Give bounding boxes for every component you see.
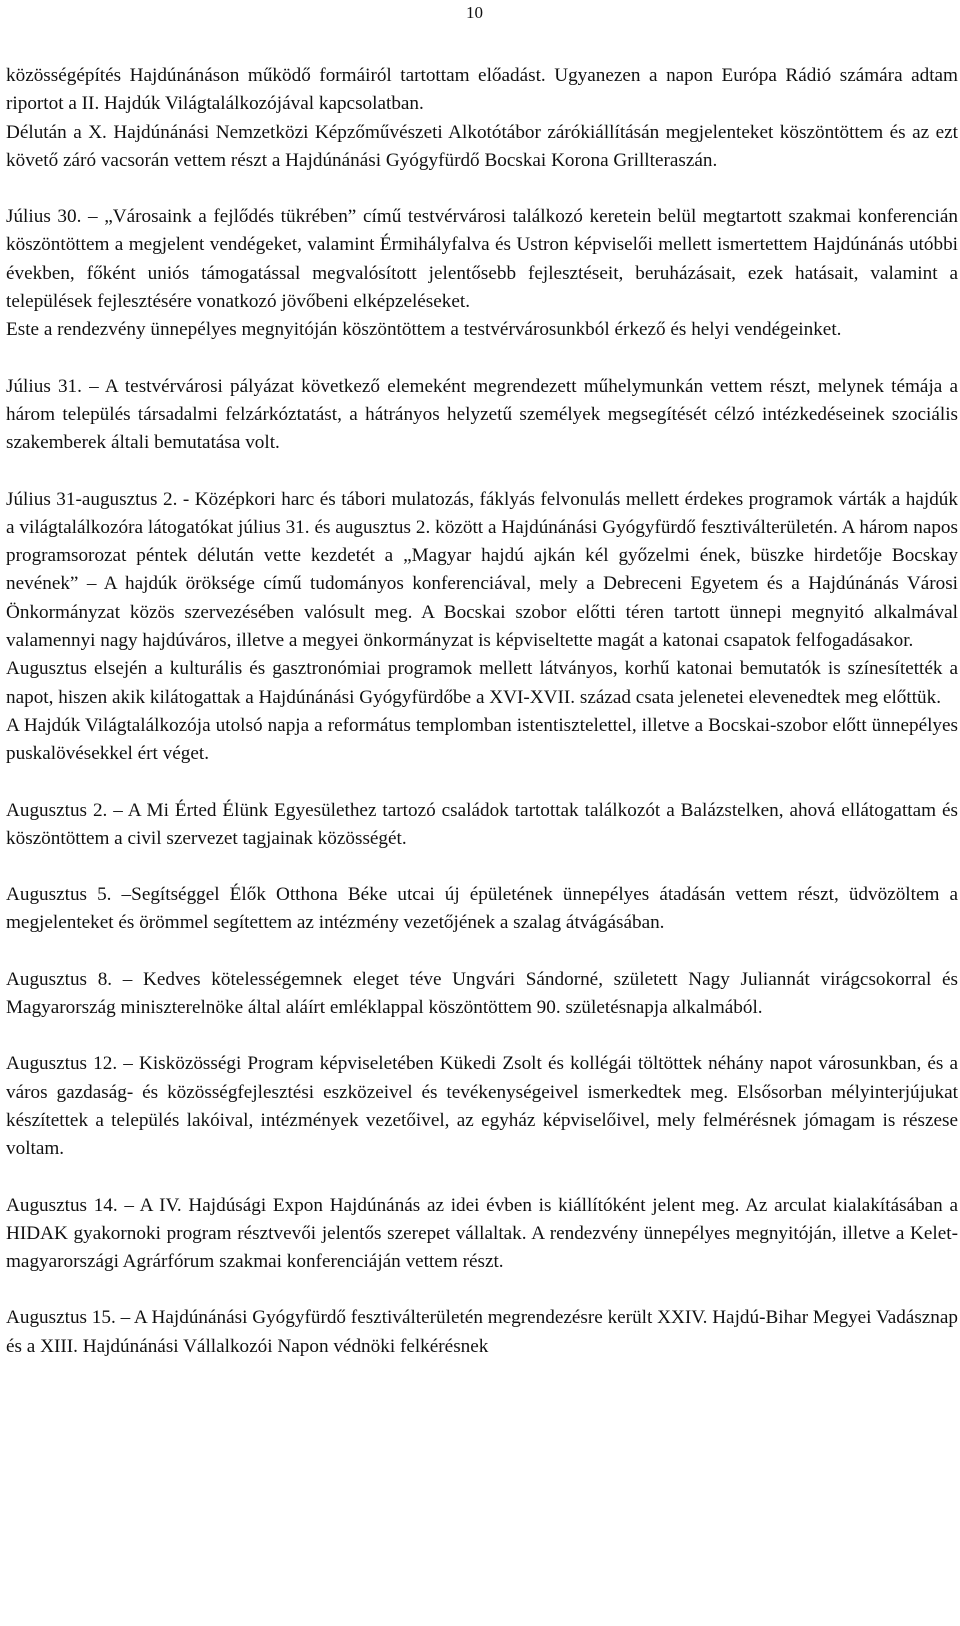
- paragraph: A Hajdúk Világtalálkozója utolsó napja a református templomban istentisztelettel, illetve a Bocskai-szobor előtt ünnepélyes puskalövésekkel ért véget.: [6, 714, 958, 765]
- paragraph-aug-8: Augusztus 8. – Kedves kötelességemnek eleget téve Ungvári Sándorné, született Nagy Juliannát virágcsokorral és Magyarország miniszterelnöke által aláírt emléklappal köszöntöttem 90. születésnapja alkalmából.: [6, 968, 958, 1019]
- paragraph: Délután a X. Hajdúnánási Nemzetközi Képzőművészeti Alkotótábor zárókiállításán megjelenteket köszöntöttem és az ezt követő záró vacsorán vettem részt a Hajdúnánási Gyógyfürdő Bocskai Korona Grillteraszán.: [6, 121, 958, 171]
- paragraph-aug-14: Augusztus 14. – A IV. Hajdúsági Expon Hajdúnánás az idei évben is kiállítóként jelent meg. Az arculat kialakításában a HIDAK gyakornoki program résztvevői jelentős szerepet vállaltak. A rendezvény ünnepélyes megnyitóján, illetve a Kelet-magyarországi Agrárfórum szakmai konferenciáján vettem részt.: [6, 1194, 958, 1273]
- paragraph-july-31-aug-2: Július 31-augusztus 2. - Középkori harc és tábori mulatozás, fáklyás felvonulás mellett érdekes programok várták a hajdúk a világtalálkozóra látogatókat július 31. és augusztus 2. között a Hajdúnánási Gyógyfürdő fesztiválterületén. A három napos programsorozat péntek délután vette kezdetét a „Magyar hajdú ajkán kél győzelmi ének, büszke hirdetője Bocskay nevének” – A hajdúk öröksége című tudományos konferenciával, mely a Debreceni Egyetem és a Hajdúnánás Városi Önkormányzat közös szervezésében valósult meg. A Bocskai szobor előtti téren tartott ünnepi megnyitó alkalmával valamennyi nagy hajdúváros, illetve a megyei önkormányzat is képviseltette magát a katonai csapatok felfogadásakor.: [6, 488, 958, 652]
- paragraph-aug-15: Augusztus 15. – A Hajdúnánási Gyógyfürdő fesztiválterületén megrendezésre került XXIV. Hajdú-Bihar Megyei Vadásznap és a XIII. Hajdúnánási Vállalkozói Napon védnöki felkérésnek: [6, 1307, 959, 1357]
- paragraph-aug-2: Augusztus 2. – A Mi Érted Élünk Egyesülethez tartozó családok tartottak találkozót a Balázstelken, ahová ellátogattam és köszöntöttem a civil szervezet tagjainak közösségét.: [6, 799, 958, 849]
- document-body: [6, 62, 958, 1361]
- paragraph: Este a rendezvény ünnepélyes megnyitóján köszöntöttem a testvérvárosunkból érkező és helyi vendégeinket.: [6, 319, 842, 341]
- paragraph-july-31: Július 31. – A testvérvárosi pályázat következő elemeként megrendezett műhelymunkán vettem részt, melynek témája a három település társadalmi felzárkóztatást, a hátrányos helyzetű személyek megsegítését célzó intézkedéseinek szociális szakemberek általi bemutatása volt.: [6, 375, 958, 454]
- paragraph-aug-12: Augusztus 12. – Kisközösségi Program képviseletében Kükedi Zsolt és kollégái töltöttek néhány napot városunkban, és a város gazdaság- és közösségfejlesztési eszközeivel és tevékenységeivel ismerkedtek meg. Elsősorban mélyinterjújukat készítettek a település lakóival, intézmények vezetőivel, az egyház képviselőivel, mely felmérésnek jómagam is részese voltam.: [6, 1053, 958, 1160]
- paragraph: közösségépítés Hajdúnánáson működő formáiról tartottam előadást. Ugyanezen a napon Európa Rádió számára adtam riportot a II. Hajdúk Világtalálkozójával kapcsolatban.: [6, 65, 958, 115]
- paragraph-july-30: Július 30. – „Városaink a fejlődés tükrében” című testvérvárosi találkozó keretein belül megtartott szakmai konferencián köszöntöttem a megjelent vendégeket, valamint Érmihályfalva és Ustron képviselői mellett ismertettem Hajdúnánás utóbbi években, főként uniós támogatással megvalósított jelentősebb fejlesztéseit, beruházásait, ezek hatásait, valamint a települések fejlesztésére vonatkozó jövőbeni elképzeléseket.: [6, 206, 958, 313]
- paragraph-aug-5: Augusztus 5. –Segítséggel Élők Otthona Béke utcai új épületének ünnepélyes átadásán vettem részt, üdvözöltem a megjelenteket és örömmel segítettem az intézmény vezetőjének a szalag átvágásában.: [6, 884, 958, 934]
- page-number: 10: [466, 3, 483, 22]
- paragraph: Augusztus elsején a kulturális és gasztronómiai programok mellett látványos, korhű katonai bemutatók is színesítették a napot, hiszen akik kilátogattak a Hajdúnánási Gyógyfürdőbe a XVI-XVII. század csata jelenetei elevenedtek meg előttük.: [6, 658, 958, 708]
